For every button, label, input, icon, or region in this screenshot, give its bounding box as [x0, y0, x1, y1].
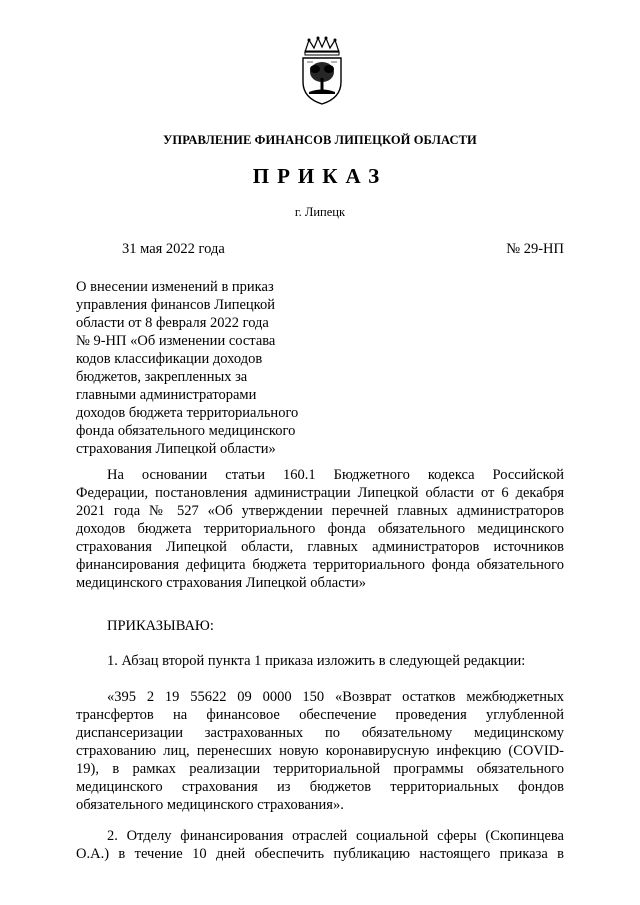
paragraph-line: страхования Липецкой области, главных администраторов источников	[76, 539, 564, 555]
subject-line: О внесении изменений в приказ	[76, 279, 274, 295]
subject-line: управления финансов Липецкой	[76, 297, 275, 313]
paragraph-line: 19), в рамках реализации территориальной программы обязательного	[76, 761, 564, 777]
paragraph-line: «395 2 19 55622 09 0000 150 «Возврат остатков межбюджетных	[107, 689, 564, 705]
city-label: г. Липецк	[294, 205, 346, 219]
quote-paragraph	[76, 688, 564, 814]
order-word: ПРИКАЗЫВАЮ:	[107, 618, 214, 634]
paragraph-line: медицинского страхования Липецкой области»	[76, 575, 366, 591]
organization-name: УПРАВЛЕНИЕ ФИНАНСОВ ЛИПЕЦКОЙ ОБЛАСТИ	[163, 133, 477, 147]
paragraph-line: 2021 года № 527 «Об утверждении перечней главных администраторов	[76, 503, 564, 519]
subject-line: области от 8 февраля 2022 года	[76, 315, 269, 331]
subject-line: фонда обязательного медицинского	[76, 423, 296, 439]
document-number: № 29-НП	[506, 241, 564, 257]
subject-line: № 9-НП «Об изменении состава	[76, 333, 276, 349]
item-1: 1. Абзац второй пункта 1 приказа изложить в следующей редакции:	[107, 653, 526, 669]
paragraph-line: медицинского страхования из бюджетов территориальных фондов	[76, 779, 564, 795]
item-2	[76, 827, 564, 863]
preamble-paragraph	[76, 466, 564, 592]
document-date: 31 мая 2022 года	[122, 241, 225, 257]
subject-line: доходов бюджета территориального	[76, 405, 299, 421]
subject-line: кодов классификации доходов	[76, 351, 263, 367]
subject-line: бюджетов, закрепленных за	[76, 369, 248, 385]
coat-of-arms-icon	[295, 36, 349, 106]
paragraph-line: доходов бюджета территориального фонда обязательного медицинского	[76, 521, 564, 537]
paragraph-line: Федерации, постановления администрации Липецкой области от 6 декабря	[76, 485, 564, 501]
paragraph-line: трансфертов на финансовое обеспечение проведения углубленной	[76, 707, 564, 723]
document-type-title: ПРИКАЗ	[252, 164, 388, 188]
paragraph-line: диспансеризации застрахованных по обязательному медицинскому	[76, 725, 564, 741]
subject-line: главными администраторами	[76, 387, 257, 403]
paragraph-line: финансирования дефицита бюджета территориального фонда обязательного	[76, 557, 564, 573]
paragraph-line: страхованию лиц, перенесших новую коронавирусную инфекцию (COVID-	[76, 743, 564, 759]
paragraph-line: О.А.) в течение 10 дней обеспечить публикацию настоящего приказа в	[76, 846, 564, 862]
paragraph-line: 2. Отделу финансирования отраслей социальной сферы (Скопинцева	[107, 828, 564, 844]
subject-block	[76, 278, 336, 458]
paragraph-line: На основании статьи 160.1 Бюджетного кодекса Российской	[107, 467, 564, 483]
paragraph-line: обязательного медицинского страхования».	[76, 797, 344, 813]
subject-line: страхования Липецкой области»	[76, 441, 276, 457]
